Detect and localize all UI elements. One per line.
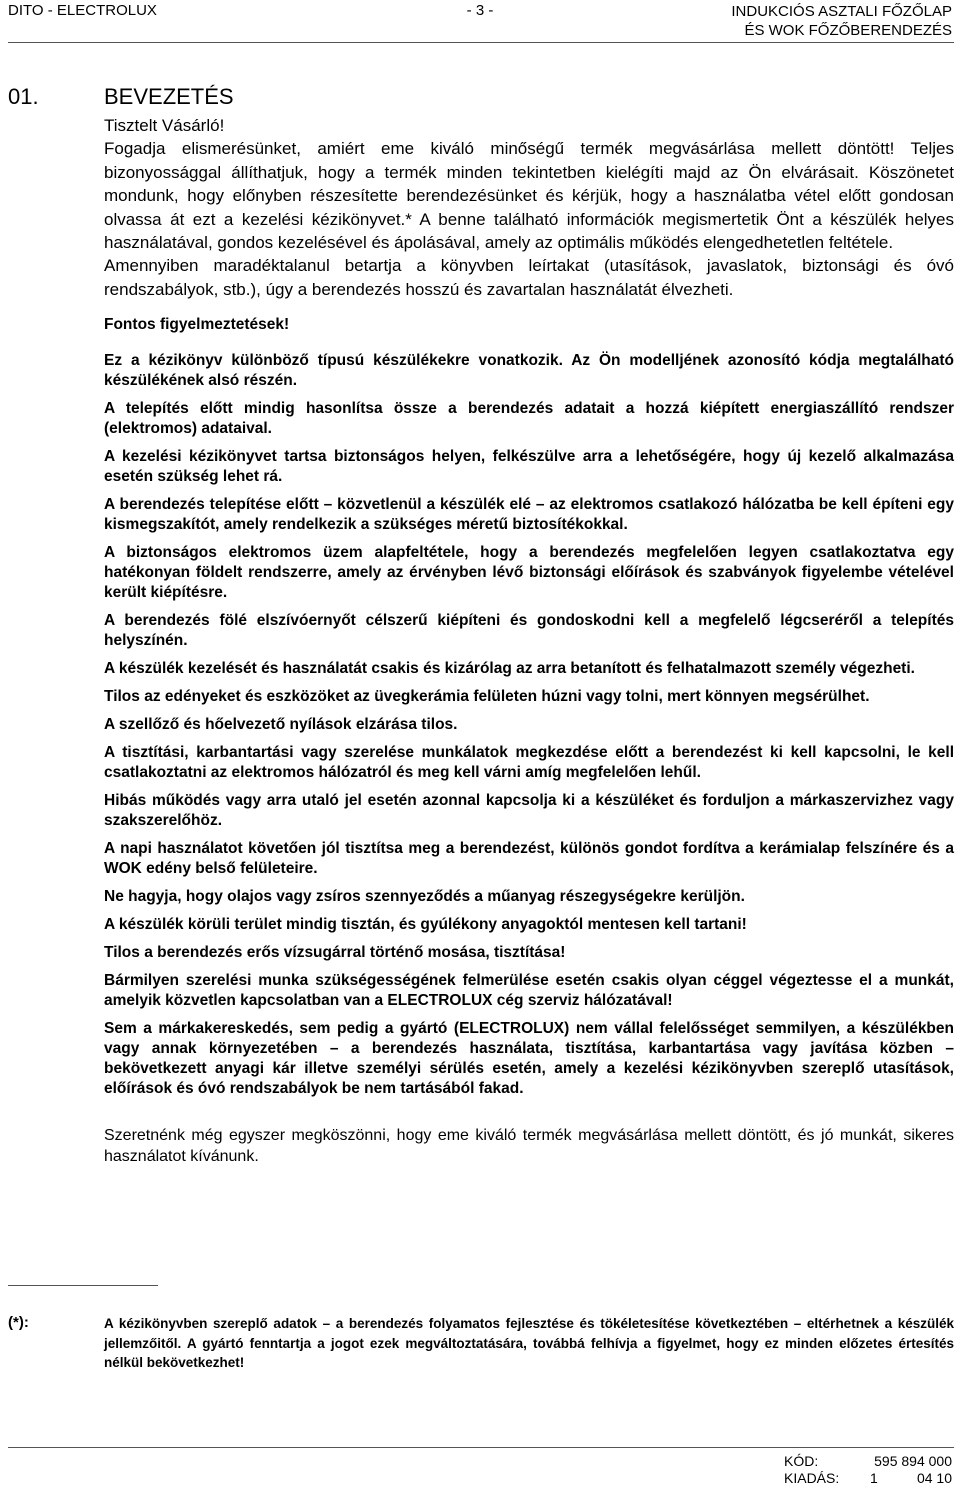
warning-item: A készülék körüli terület mindig tisztán, és gyúlékony anyagoktól mentesen kell tartani! xyxy=(104,916,747,934)
footer-divider xyxy=(8,1447,954,1448)
header-product xyxy=(731,2,952,40)
page-footer xyxy=(784,1453,952,1487)
section-title: BEVEZETÉS xyxy=(104,84,234,109)
intro-paragraph: Fogadja elismerésünket, amiért eme kiváló minőségű termék megvásárlása mellett döntött! Teljes bizonyossággal állíthatjuk, hogy a termék minden tekintetben kielégíti majd az Ön elvárásait. Köszönetet mondunk, hogy előnyben részesítette berendezésünket és kérjük, hogy a használatba vétel előtt gondosan olvassa át ezt a kezelési kézikönyvet.* A benne található információk megismertetik Önt a készülék helyes használatával, gondos kezelésével és ápolásával, amely az optimális működés elengedhetetlen feltétele. xyxy=(104,139,954,253)
warning-item: Sem a márkakereskedés, sem pedig a gyártó (ELECTROLUX) nem vállal felelősséget semmilyen, a készülékben vagy annak környezetében – a berendezés használata, tisztítása, karbantartása vagy javítása közben – bekövetkezett anyagi kár illetve személyi sérülés esetén, amely a kezelési kézikönyvben szereplő utasítások, előírások és óvó rendszabályok be nem tartásából fakad. xyxy=(104,1020,954,1098)
footnote-mark: (*): xyxy=(8,1314,29,1331)
greeting: Tisztelt Vásárló! xyxy=(104,116,225,135)
header-page-number: - 3 - xyxy=(466,2,494,19)
footer-edition-date: 04 10 xyxy=(916,1470,952,1486)
warning-item: Tilos a berendezés erős vízsugárral történő mosása, tisztítása! xyxy=(104,944,566,962)
page-header xyxy=(0,0,960,48)
header-divider xyxy=(8,42,954,43)
warning-item: A napi használatot követően jól tisztítsa meg a berendezést, különös gondot fordítva a kerámialap felszínére és a WOK edény belső felületeire. xyxy=(104,840,954,878)
warning-item: Ne hagyja, hogy olajos vagy zsíros szennyeződés a műanyag részegységekre kerüljön. xyxy=(104,888,745,906)
warning-item: A készülék kezelését és használatát csakis és kizárólag az arra betanított és felhatalmazott személy végezheti. xyxy=(104,660,915,678)
main-content xyxy=(104,114,954,1167)
header-company: DITO - ELECTROLUX xyxy=(8,2,157,19)
footer-edition-label: KIADÁS: xyxy=(784,1470,840,1486)
warning-item: Hibás működés vagy arra utaló jel esetén azonnal kapcsolja ki a készüléket és forduljon a márkaszervizhez vagy szakszerelőhöz. xyxy=(104,792,954,830)
header-product-line1: INDUKCIÓS ASZTALI FŐZŐLAP xyxy=(731,3,952,20)
warning-item: A szellőző és hőelvezető nyílások elzárása tilos. xyxy=(104,716,458,734)
warning-item: A telepítés előtt mindig hasonlítsa össze a berendezés adatait a hozzá kiépített energiaszállító rendszer (elektromos) adataival. xyxy=(104,400,954,438)
footnote-text: A kézikönyvben szereplő adatok – a berendezés folyamatos fejlesztése és tökéletesítése következtében – eltérhetnek a készülék jellemzőitől. A gyártó fenntartja a jogot ezek megváltoztatására, továbbá felhívja a figyelmet, hogy ez minden előzetes értesítés nélkül bekövetkezhet! xyxy=(104,1316,954,1370)
footer-codes xyxy=(784,1453,952,1487)
warning-item: A berendezés fölé elszívóernyőt célszerű kiépíteni és gondoskodni kell a megfelelő légcseréről a telepítés helyszínén. xyxy=(104,612,954,650)
footer-edition-value: 1 xyxy=(870,1470,878,1486)
intro-paragraph-2: Amennyiben maradéktalanul betartja a könyvben leírtakat (utasítások, javaslatok, biztonsági és óvó rendszabályok, stb.), úgy a berendezés hosszú és zavartalan használatát élvezheti. xyxy=(104,256,954,299)
warning-item: A kezelési kézikönyvet tartsa biztonságos helyen, felkészülve arra a lehetőségére, hogy új kezelő alkalmazása esetén szükség lehet rá. xyxy=(104,448,954,486)
footnote-divider xyxy=(8,1285,158,1286)
section-number: 01. xyxy=(8,84,39,109)
warning-item: A berendezés telepítése előtt – közvetlenül a készülék elé – az elektromos csatlakozó hálózatba be kell építeni egy kismegszakítót, amely rendelkezik a szükséges méretű biztosítékokkal. xyxy=(104,496,954,534)
closing-paragraph: Szeretnénk még egyszer megköszönni, hogy eme kiváló termék megvásárlása mellett döntött, és jó munkát, sikeres használatot kívánunk. xyxy=(104,1127,954,1166)
footer-code-label: KÓD: xyxy=(784,1453,819,1469)
warning-item: Tilos az edényeket és eszközöket az üvegkerámia felületen húzni vagy tolni, mert könnyen megsérülhet. xyxy=(104,688,870,706)
header-product-line2: ÉS WOK FŐZŐBERENDEZÉS xyxy=(744,22,952,39)
warning-item: A biztonságos elektromos üzem alapfeltétele, hogy a berendezés megfelelően legyen csatlakoztatva egy hatékonyan földelt rendszerre, amely az érvényben lévő biztonsági előírások és szabványok figyelembe vételével került kiépítésre. xyxy=(104,544,954,602)
warnings-title: Fontos figyelmeztetések! xyxy=(104,316,290,334)
footer-code-value: 595 894 000 xyxy=(874,1453,952,1469)
warning-item: Ez a kézikönyv különböző típusú készülékekre vonatkozik. Az Ön modelljének azonosító kódja megtalálható készülékének alsó részén. xyxy=(104,352,954,390)
warning-item: A tisztítási, karbantartási vagy szerelése munkálatok megkezdése előtt a berendezést ki kell kapcsolni, le kell csatlakoztatni az elektromos hálózatról és meg kell várni amíg megfelelően lehűl. xyxy=(104,744,954,782)
warning-item: Bármilyen szerelési munka szükségességének felmerülése esetén csakis olyan céggel végeztesse el a munkát, amelyik közvetlen kapcsolatban van a ELECTROLUX cég szerviz hálózatával! xyxy=(104,972,954,1010)
